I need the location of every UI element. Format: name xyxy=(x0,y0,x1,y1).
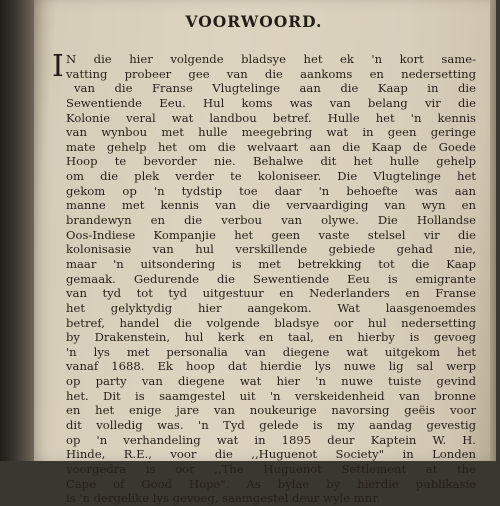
page-title: VOORWOORD. xyxy=(185,12,323,31)
text-line: kolonisasie van hul verskillende gebiede gehad nie, xyxy=(66,242,476,257)
text-line: op 'n verhandeling wat in 1895 deur Kaptein W. H. xyxy=(66,432,476,447)
text-line: by Drakenstein, hul kerk en taal, en hierby is gevoeg xyxy=(66,330,476,345)
text-line: gekom op 'n tydstip toe daar 'n behoefte was aan xyxy=(66,183,476,198)
text-line: van tyd tot tyd uitgestuur en Nederlanders en Franse xyxy=(66,286,476,301)
text-line: op party van diegene wat hier 'n nuwe tuiste gevind xyxy=(66,374,476,389)
drop-cap: I xyxy=(52,49,64,84)
text-line: en het enige jare van noukeurige navorsing geëis voor xyxy=(66,403,476,418)
book-gutter xyxy=(0,0,34,461)
text-line: betref, handel die volgende bladsye oor hul nedersetting xyxy=(66,315,476,330)
text-line: van die Franse Vlugtelinge aan die Kaap in die xyxy=(74,81,476,96)
text-line: Oos-Indiese Kompanjie het geen vaste stelsel vir die xyxy=(66,227,476,242)
text-line: het gelyktydig hier aangekom. Wat laasgenoemdes xyxy=(66,300,476,315)
text-line: Kolonie veral wat landbou betref. Hulle het 'n kennis xyxy=(66,110,476,125)
text-line: van wynbou met hulle meegebring wat in geen geringe xyxy=(66,125,476,140)
text-line: voorgedra is oor ,,The Huguenot Settlement at the xyxy=(66,461,476,476)
text-line: gemaak. Gedurende die Sewentiende Eeu is emigrante xyxy=(66,271,476,286)
text-line: Hoop te bevorder nie. Behalwe dit het hulle gehelp xyxy=(66,154,476,169)
text-line: N die hier volgende bladsye het ek 'n kort same- xyxy=(66,52,476,66)
text-line: is 'n dergelike lys gevoeg, saamgestel deur wyle mnr. xyxy=(66,491,381,506)
text-line: Hinde, R.E., voor die ,,Huguenot Society" in Londen xyxy=(66,447,476,462)
text-line: brandewyn en die verbou van olywe. Die Hollandse xyxy=(66,213,476,228)
text-line: om die plek verder te koloniseer. Die Vlugtelinge het xyxy=(66,169,476,184)
text-line: 'n lys met personalia van diegene wat uitgekom het xyxy=(66,344,476,359)
page-edge xyxy=(490,0,496,461)
body-text xyxy=(52,49,476,506)
text-line: mate gehelp het om die welvaart aan die Kaap de Goede xyxy=(66,139,476,154)
text-line: dit volledig was. 'n Tyd gelede is my aandag gevestig xyxy=(66,418,476,433)
text-line: maar 'n uitsondering is met betrekking tot die Kaap xyxy=(66,256,476,271)
text-line: manne met kennis van die vervaardiging van wyn en xyxy=(66,198,476,213)
text-line: vanaf 1688. Ek hoop dat hierdie lys nuwe lig sal werp xyxy=(66,359,476,374)
text-line: vatting probeer gee van die aankoms en nedersetting xyxy=(66,66,476,81)
text-line: het. Dit is saamgestel uit 'n verskeidenheid van bronne xyxy=(66,388,476,403)
text-line: Cape of Good Hope". As bylae by hierdie publikasie xyxy=(66,476,476,491)
text-line: Sewentiende Eeu. Hul koms was van belang vir die xyxy=(66,95,476,110)
